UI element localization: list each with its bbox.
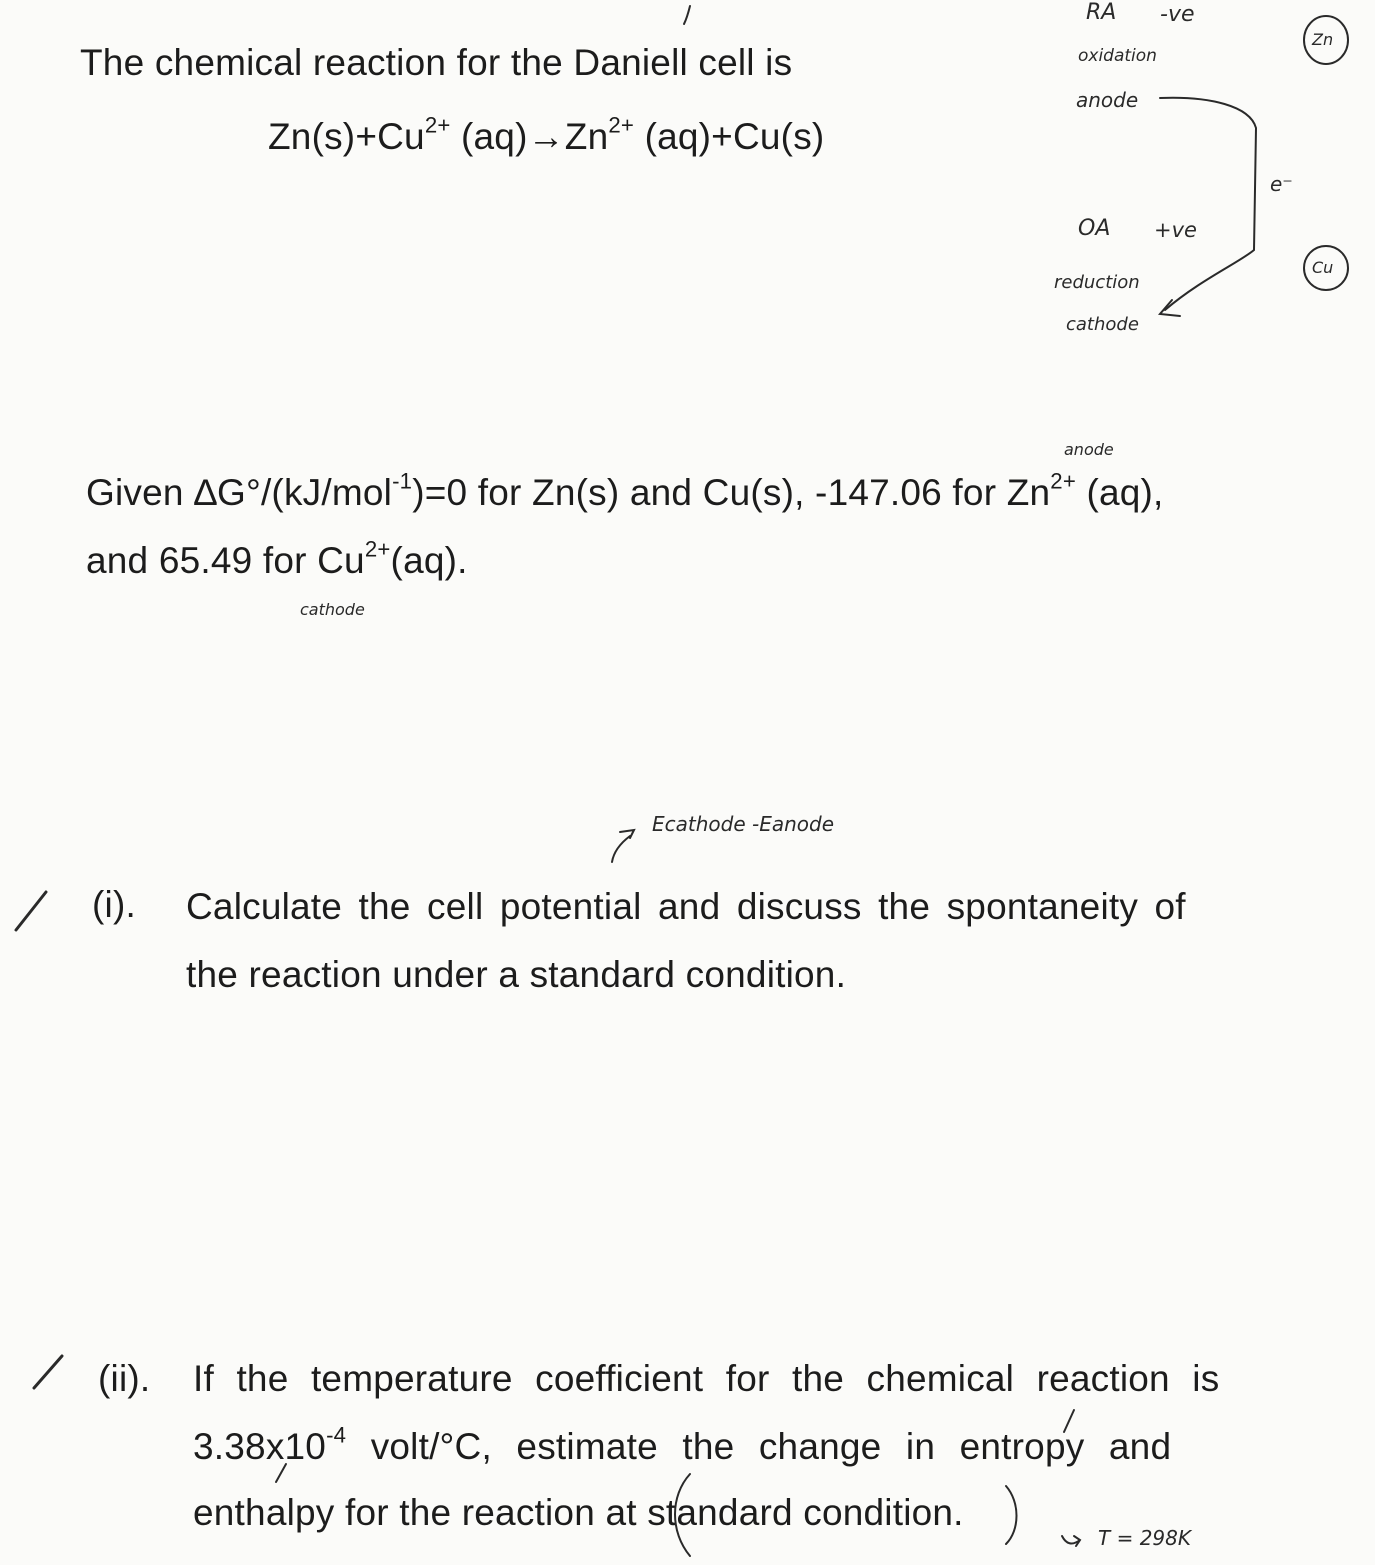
- q2-l2-b: volt/°C, estimate the change in entropy and: [346, 1426, 1172, 1467]
- hw-reduction: reduction: [1054, 272, 1140, 293]
- question-2-line-2: [193, 1422, 1172, 1468]
- hw-temperature: T = 298K: [1098, 1526, 1191, 1550]
- given-l2-b: (aq).: [390, 540, 468, 581]
- check-mark-q2-icon: [34, 1356, 62, 1388]
- reaction-equation: [268, 112, 825, 158]
- hw-zn-circled: Zn: [1312, 30, 1334, 49]
- reaction-charge-2: 2+: [608, 112, 635, 138]
- reaction-part-1: Zn(s)+Cu: [268, 116, 425, 157]
- reaction-part-2: (aq)→Zn: [450, 116, 609, 157]
- close-bracket-icon: [1006, 1486, 1017, 1544]
- question-2-line-3: enthalpy for the reaction at standard condition.: [193, 1492, 964, 1533]
- stray-mark-icon: [684, 6, 690, 24]
- hw-anode-1: anode: [1076, 88, 1139, 112]
- hw-electron: e⁻: [1270, 172, 1293, 196]
- question-1-line-2: the reaction under a standard condition.: [186, 954, 847, 995]
- reaction-charge-1: 2+: [424, 112, 451, 138]
- question-1-line-1: Calculate the cell potential and discuss the spontaneity of: [186, 886, 1186, 927]
- question-2-marker: (ii).: [98, 1358, 151, 1399]
- temp-arrow-icon: [1062, 1536, 1080, 1546]
- given-l1-a: Given ∆G°/(kJ/mol: [86, 472, 393, 513]
- hw-cu-circled: Cu: [1312, 258, 1334, 277]
- given-l1-sup2: 2+: [1050, 468, 1076, 494]
- intro-text: The chemical reaction for the Daniell cell is: [80, 42, 793, 83]
- hw-positive: +ve: [1154, 218, 1197, 242]
- hw-negative: -ve: [1160, 2, 1195, 27]
- hw-formula: Ecathode -Eanode: [652, 812, 835, 836]
- given-line-1: [86, 468, 1164, 514]
- formula-arrow-icon: [612, 830, 634, 862]
- given-line-2: [86, 536, 468, 582]
- given-l1-c: (aq),: [1075, 472, 1164, 513]
- given-l2-sup: 2+: [364, 536, 391, 562]
- hw-anode-2: anode: [1064, 440, 1114, 459]
- hw-ra: RA: [1086, 0, 1117, 25]
- hw-cathode-2: cathode: [300, 600, 365, 619]
- hw-oa: OA: [1078, 216, 1111, 241]
- q2-l2-sup: -4: [326, 1422, 347, 1448]
- reaction-part-3: (aq)+Cu(s): [634, 116, 825, 157]
- question-2-line-1: If the temperature coefficient for the chemical reaction is: [193, 1358, 1220, 1399]
- question-1-marker: (i).: [92, 884, 136, 925]
- arrowhead-icon: [1160, 300, 1180, 316]
- given-l2-a: and 65.49 for Cu: [86, 540, 365, 581]
- electron-flow-arrow-icon: [1160, 98, 1256, 310]
- given-l1-sup1: -1: [392, 468, 413, 494]
- hw-oxidation: oxidation: [1078, 46, 1157, 66]
- hw-cathode-1: cathode: [1066, 314, 1139, 335]
- given-l1-b: )=0 for Zn(s) and Cu(s), -147.06 for Zn: [412, 472, 1051, 513]
- check-mark-q1-icon: [16, 892, 46, 930]
- q2-l2-a: 3.38x10: [193, 1426, 327, 1467]
